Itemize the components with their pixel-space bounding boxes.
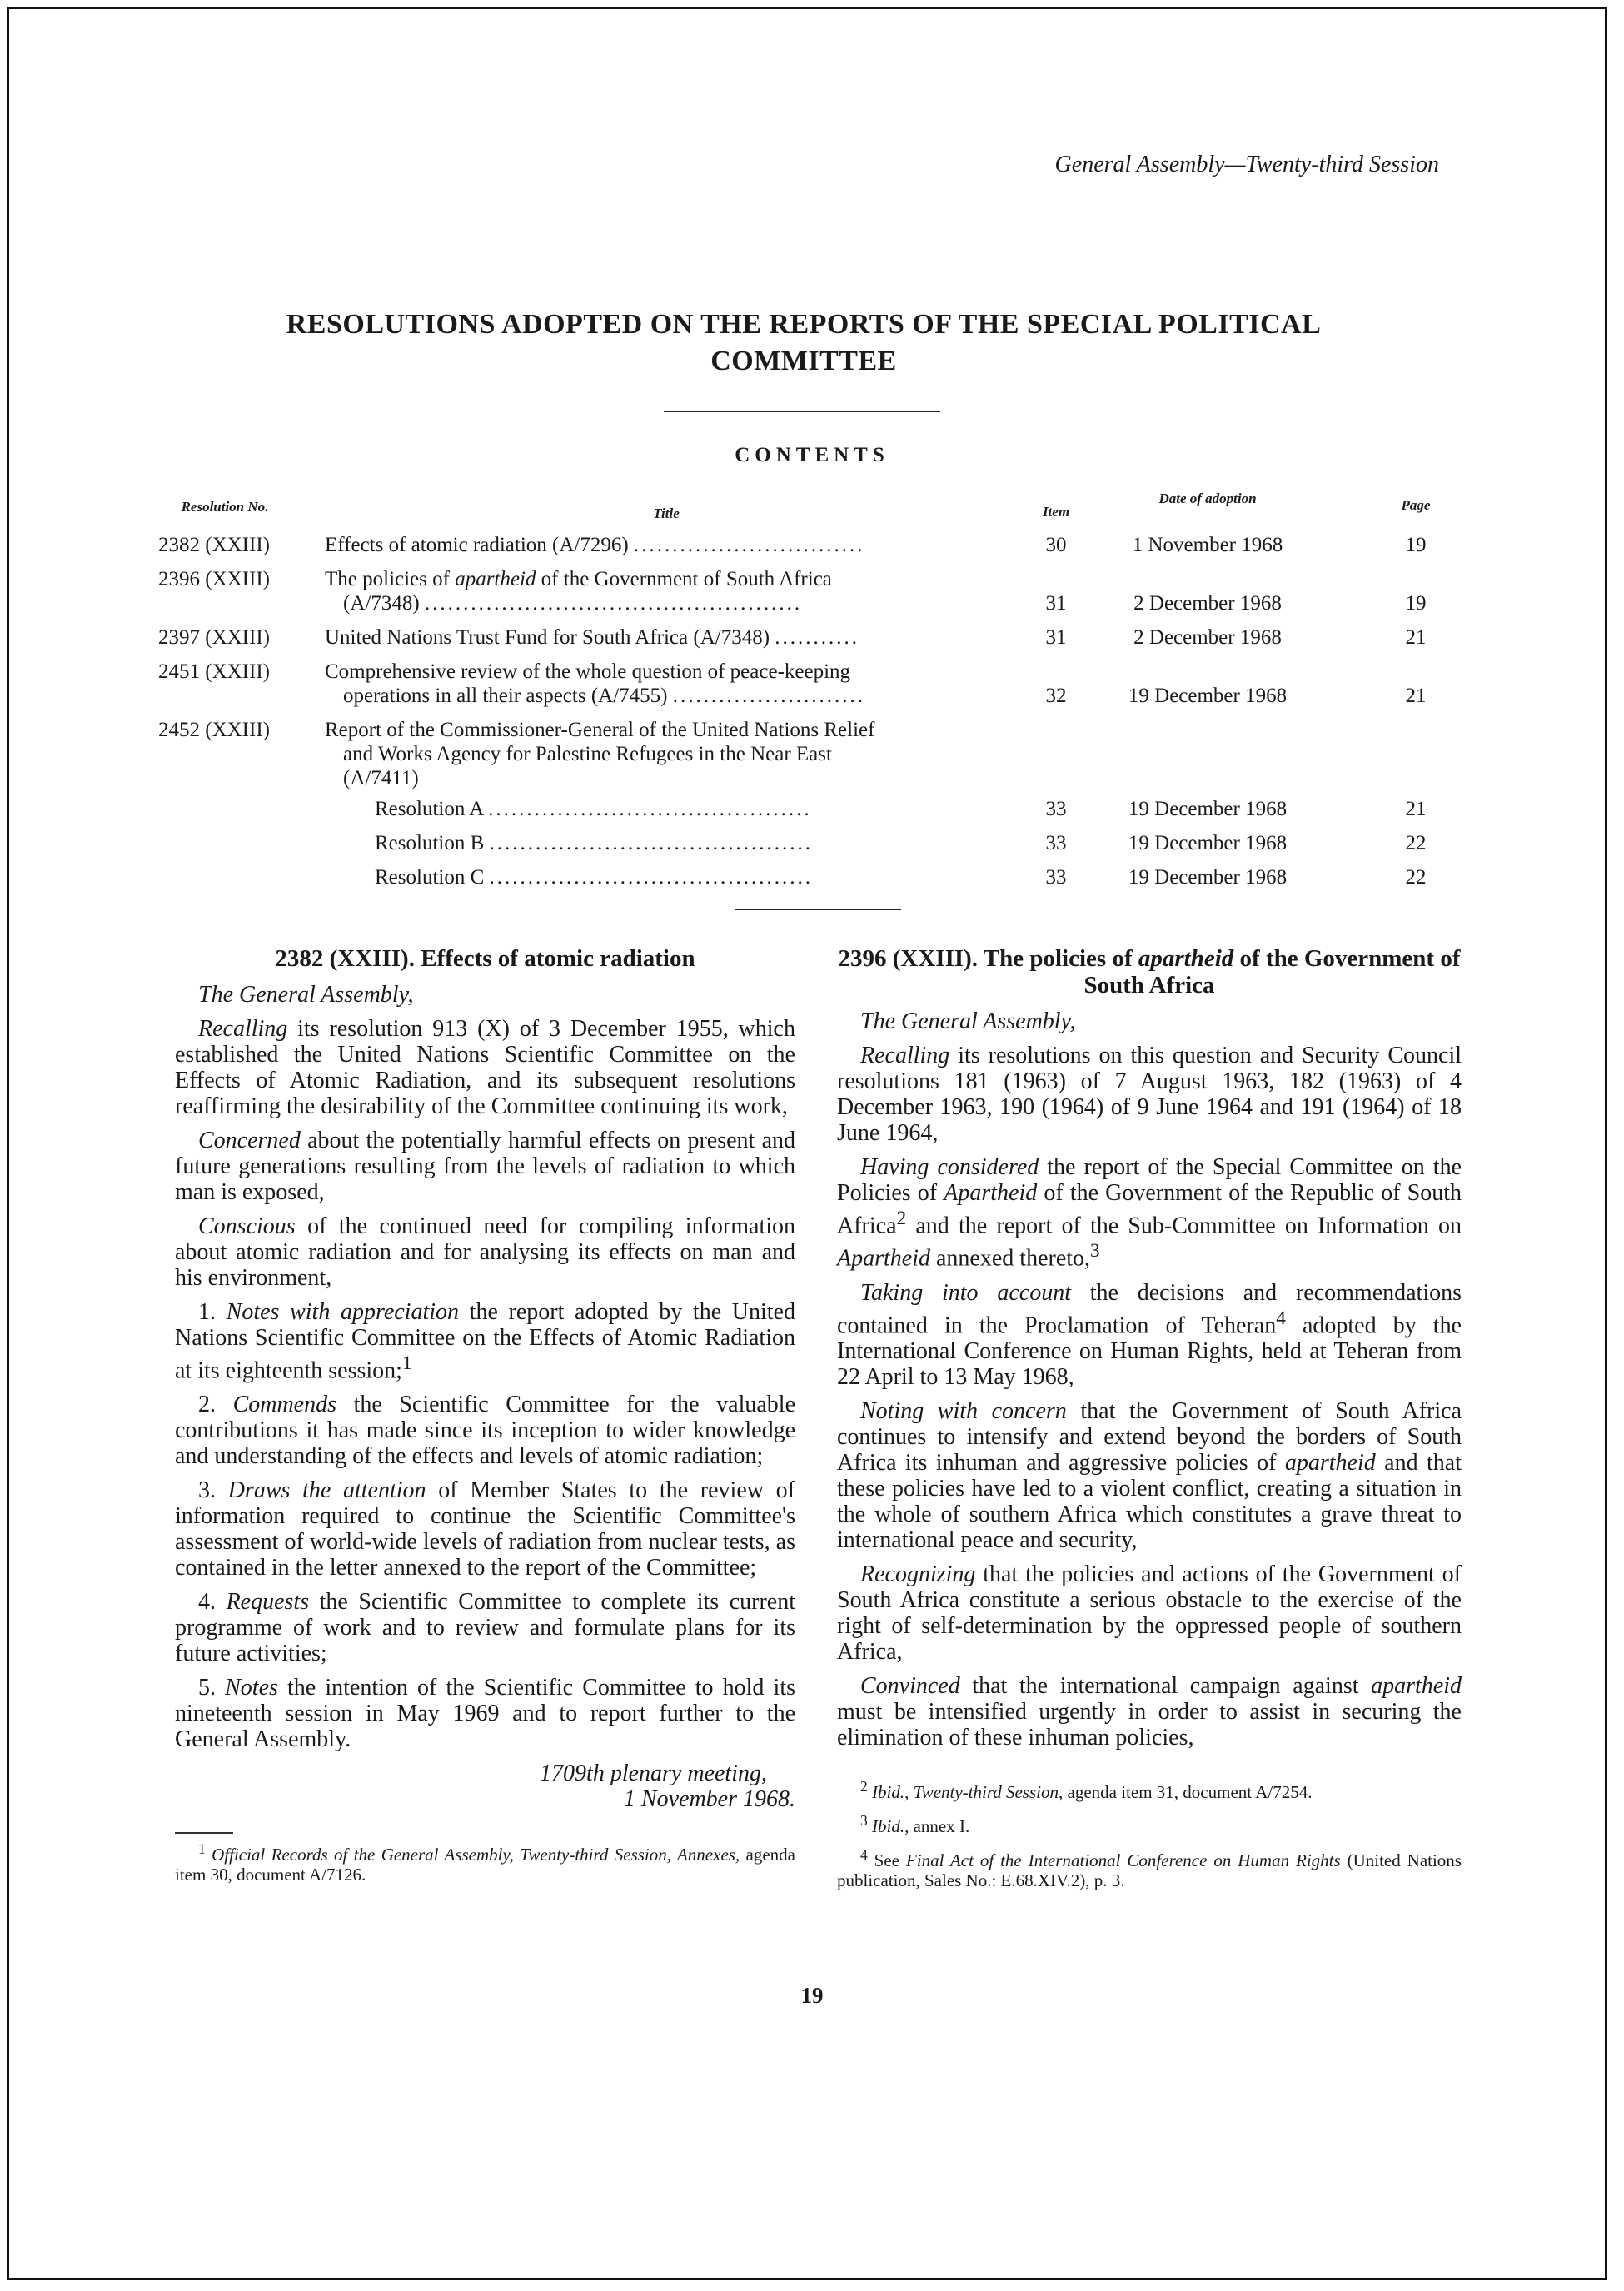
footnote-4: $^4$ See Final Act of the International Conference on Human Rights (United Nations publication, Sales No.: E.68.XIV.2), p. 3. <box>837 1846 1462 1891</box>
toc-date: 2 December 1968 <box>1133 626 1282 649</box>
toc-page: 19 <box>1405 534 1427 556</box>
footnote-rule <box>175 1832 233 1834</box>
toc-row <box>158 533 1457 557</box>
header-title: Title <box>653 506 680 521</box>
toc-page: 22 <box>1405 866 1427 889</box>
footnote-ref: 1 <box>401 1352 412 1374</box>
preamble-paragraph: Noting with concern that the Government of South Africa continues to intensify and extend beyond the borders of South Africa its inhuman and aggressive policies of apartheid and that these policies have led to a violent conflict, creating a situation in the whole of southern Africa which constitutes a grave threat to international peace and security, <box>837 1397 1462 1553</box>
operative-paragraph: 3. Draws the attention of Member States to the review of information required to continue the Scientific Committee's assessment of world-wide levels of radiation from nuclear tests, as contained in the letter annexed to the report of the Committee; <box>175 1477 795 1581</box>
toc-row <box>158 865 1457 889</box>
header-item: Item <box>1042 504 1070 520</box>
toc-title: Resolution B .......................................... <box>375 832 814 854</box>
toc-row <box>158 660 1457 708</box>
header-date: Date of adoption <box>1158 491 1257 506</box>
toc-title: Resolution C .......................................... <box>375 866 814 889</box>
header-resolution-no: Resolution No. <box>181 499 269 515</box>
preamble-paragraph: Conscious of the continued need for compiling information about atomic radiation and for analysing its effects on man and his environment, <box>175 1213 795 1291</box>
meeting-signature: 1709th plenary meeting, 1 November 1968. <box>540 1761 795 1813</box>
toc-page: 21 <box>1405 626 1427 649</box>
toc-row <box>158 831 1457 855</box>
preamble-paragraph: Taking into account the decisions and recommendations contained in the Proclamation of Teheran$^4$ adopted by the International Conference on Human Rights, held at Teheran from 22 April to 13 May 1968, <box>837 1279 1462 1390</box>
operative-paragraph: 4. Requests the Scientific Committee to complete its current programme of work and to review and formulate plans for its future activities; <box>175 1589 796 1667</box>
toc-date: 1 November 1968 <box>1132 534 1283 556</box>
running-head: General Assembly—Twenty-third Session <box>1054 152 1439 177</box>
toc-resolution-no: 2451 (XXIII) <box>158 660 270 683</box>
section-rule <box>735 909 901 910</box>
toc-item: 31 <box>1045 626 1067 649</box>
toc-row <box>158 797 1457 821</box>
preamble-paragraph: Recalling its resolution 913 (X) of 3 December 1955, which established the United Nations Scientific Committee on the Effects of Atomic Radiation, and its subsequent resolutions reaffirming the desirability of the Committee continuing its work, <box>175 1016 795 1119</box>
toc-title: United Nations Trust Fund for South Africa (A/7348) ........... <box>325 626 860 649</box>
preamble-paragraph: Having considered the report of the Special Committee on the Policies of Apartheid of the Government of the Republic of South Africa$^2$ and the report of the Sub-Committee on Information on Apartheid annexed thereto,$^3$ <box>837 1154 1462 1272</box>
toc-item: 33 <box>1045 798 1067 820</box>
toc-title: The policies of apartheid of the Government of South Africa (A/7348) ................................................. <box>325 568 832 615</box>
left-column <box>175 945 795 1893</box>
toc-row <box>158 625 1457 650</box>
title-line-2: COMMITTEE <box>710 346 897 376</box>
toc-item: 30 <box>1045 534 1067 556</box>
toc-title: Report of the Commissioner-General of the United Nations Relief and Works Agency for Palestine Refugees in the Near East (A/7411) <box>325 719 875 789</box>
title-line-1: RESOLUTIONS ADOPTED ON THE REPORTS OF THE SPECIAL POLITICAL <box>286 309 1322 340</box>
footnote-rule <box>837 1771 895 1772</box>
toc-title: Resolution A .......................................... <box>375 798 812 820</box>
toc-page: 21 <box>1405 798 1427 820</box>
page-title <box>167 306 1441 380</box>
toc-resolution-no: 2382 (XXIII) <box>158 534 270 556</box>
contents-table <box>158 491 1457 889</box>
toc-date: 19 December 1968 <box>1128 866 1288 889</box>
preamble-paragraph: Recalling its resolutions on this question and Security Council resolutions 181 (1963) of 7 August 1963, 182 (1963) of 4 December 1963, 190 (1964) of 9 June 1964 and 191 (1964) of 18 June 1964, <box>837 1043 1462 1146</box>
toc-date: 19 December 1968 <box>1128 832 1288 854</box>
operative-paragraph: 5. Notes the intention of the Scientific Committee to hold its nineteenth session in May 1969 and to report further to the General Assembly. <box>175 1675 795 1753</box>
toc-date: 19 December 1968 <box>1128 798 1288 820</box>
toc-date: 2 December 1968 <box>1133 592 1282 615</box>
resolution-heading-2382: 2382 (XXIII). Effects of atomic radiation <box>275 945 695 972</box>
footnote-3: $^3$ Ibid., annex I. <box>860 1812 970 1837</box>
toc-row <box>158 718 1457 790</box>
page-number: 19 <box>800 1983 824 2008</box>
operative-paragraph: 2. Commends the Scientific Committee for the valuable contributions it has made since its inception to wider knowledge and understanding of the effects and levels of atomic radiation; <box>175 1392 795 1470</box>
footnote-2: $^2$ Ibid., Twenty-third Session, agenda item 31, document A/7254. <box>860 1778 1313 1803</box>
contents-header-row <box>158 491 1457 533</box>
preamble-paragraph: Convinced that the international campaign against apartheid must be intensified urgently in order to assist in securing the elimination of these inhuman policies, <box>837 1672 1462 1751</box>
toc-resolution-no: 2397 (XXIII) <box>158 626 270 649</box>
toc-page: 19 <box>1405 592 1427 615</box>
toc-item: 33 <box>1045 832 1067 854</box>
toc-item: 33 <box>1045 866 1067 889</box>
preamble-paragraph: Recognizing that the policies and actions of the Government of South Africa constitute a serious obstacle to the exercise of the right of self-determination by the oppressed people of southern Africa, <box>837 1561 1462 1665</box>
toc-title: Comprehensive review of the whole question of peace-keeping operations in all their aspects (A/7455) ......................... <box>325 660 865 707</box>
header-page: Page <box>1401 497 1431 513</box>
footnote-1: $^1$ Official Records of the General Assembly, Twenty-third Session, Annexes, agenda item 30, document A/7126. <box>175 1840 796 1885</box>
toc-resolution-no: 2396 (XXIII) <box>158 568 270 590</box>
toc-date: 19 December 1968 <box>1128 685 1288 707</box>
general-assembly-line: The General Assembly, <box>198 982 414 1008</box>
contents-heading: CONTENTS <box>735 444 889 466</box>
preamble-paragraph: Concerned about the potentially harmful effects on present and future generations resulting from the levels of radiation to which man is exposed, <box>175 1128 795 1205</box>
toc-row <box>158 567 1457 615</box>
toc-resolution-no: 2452 (XXIII) <box>158 719 270 741</box>
toc-item: 32 <box>1045 685 1067 707</box>
toc-item: 31 <box>1045 592 1067 615</box>
resolution-heading-2396: 2396 (XXIII). The policies of apartheid of the Government of South Africa <box>838 945 1461 999</box>
operative-paragraph: 1. Notes with appreciation the report adopted by the United Nations Scientific Committee on the Effects of Atomic Radiation at its eighteenth session;$^1$ <box>175 1299 795 1384</box>
toc-page: 22 <box>1405 832 1427 854</box>
toc-title: Effects of atomic radiation (A/7296) .............................. <box>325 534 865 556</box>
general-assembly-line: The General Assembly, <box>860 1009 1076 1034</box>
title-rule <box>664 411 940 412</box>
right-column <box>837 945 1462 1899</box>
toc-page: 21 <box>1405 685 1427 707</box>
